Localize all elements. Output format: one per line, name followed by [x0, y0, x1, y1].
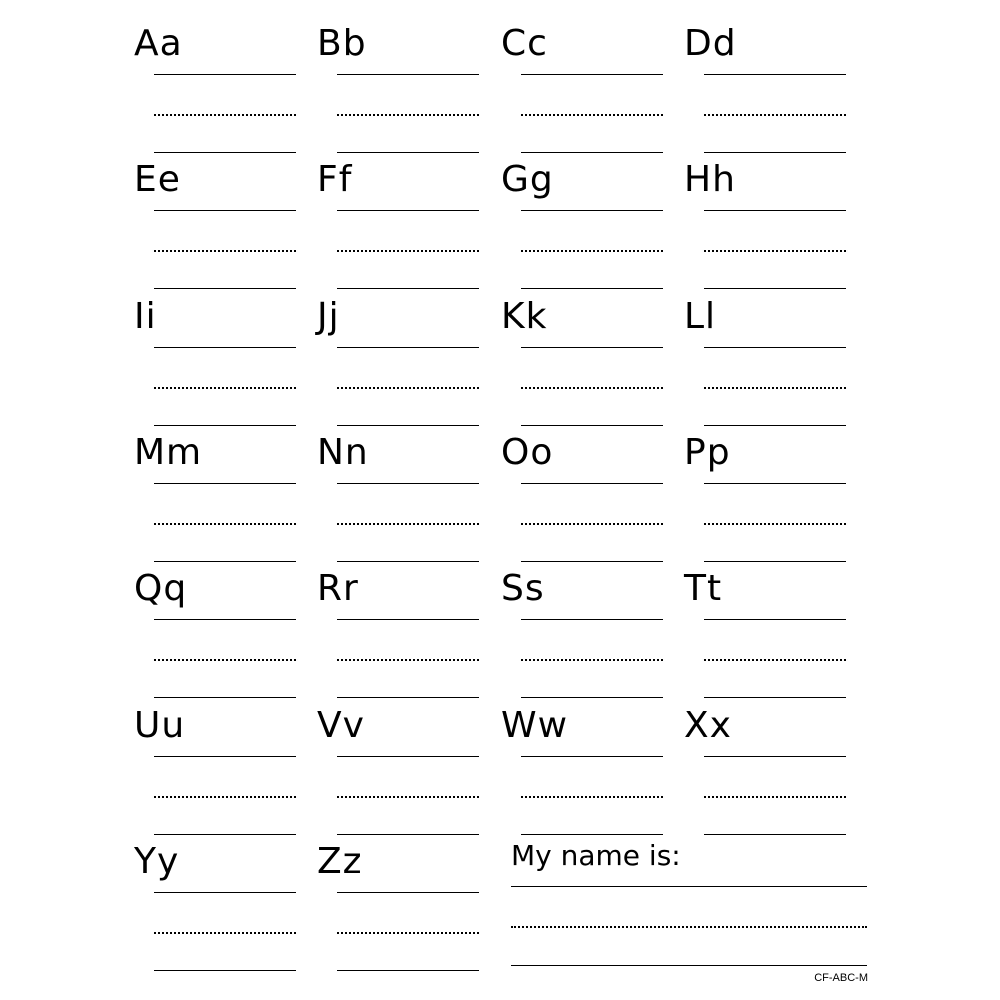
letter-cell — [501, 413, 661, 549]
letter-pair: Ff — [317, 159, 353, 200]
writing-line-top — [154, 619, 296, 620]
writing-line-top — [337, 619, 479, 620]
writing-line-top — [521, 756, 663, 757]
letter-pair: Pp — [684, 432, 731, 473]
letter-pair: Rr — [317, 568, 359, 609]
letter-cell — [501, 277, 661, 413]
sheet-code: CF-ABC-M — [814, 972, 868, 984]
letter-cell — [501, 686, 661, 822]
writing-line-dotted — [704, 796, 846, 798]
letter-cell — [684, 686, 844, 822]
name-line-top — [511, 886, 867, 887]
writing-line-top — [337, 210, 479, 211]
writing-line-dotted — [154, 250, 296, 252]
letter-cell — [317, 413, 477, 549]
writing-line-top — [154, 347, 296, 348]
writing-line-top — [704, 619, 846, 620]
writing-line-bottom — [704, 834, 846, 835]
writing-line-top — [521, 74, 663, 75]
writing-line-top — [521, 210, 663, 211]
writing-line-dotted — [521, 250, 663, 252]
writing-line-dotted — [154, 932, 296, 934]
letter-pair: Yy — [134, 841, 180, 882]
writing-line-top — [154, 74, 296, 75]
letter-cell — [501, 549, 661, 685]
letter-pair: Dd — [684, 23, 737, 64]
writing-line-dotted — [337, 659, 479, 661]
writing-line-dotted — [337, 523, 479, 525]
letter-cell — [684, 549, 844, 685]
letter-pair: Cc — [501, 23, 548, 64]
letter-pair: Oo — [501, 432, 554, 473]
writing-line-dotted — [154, 387, 296, 389]
writing-line-top — [704, 74, 846, 75]
letter-pair: Gg — [501, 159, 554, 200]
writing-line-top — [521, 483, 663, 484]
letter-pair: Ss — [501, 568, 545, 609]
writing-line-top — [704, 210, 846, 211]
writing-line-dotted — [521, 114, 663, 116]
writing-line-top — [154, 756, 296, 757]
writing-line-top — [154, 892, 296, 893]
letter-cell — [684, 277, 844, 413]
writing-line-dotted — [337, 932, 479, 934]
writing-line-top — [154, 483, 296, 484]
writing-line-dotted — [704, 114, 846, 116]
writing-line-dotted — [521, 659, 663, 661]
writing-line-dotted — [154, 523, 296, 525]
writing-line-top — [337, 483, 479, 484]
letter-pair: Qq — [134, 568, 188, 609]
writing-line-bottom — [337, 970, 479, 971]
letter-cell — [317, 4, 477, 140]
letter-cell — [317, 686, 477, 822]
letter-cell — [134, 549, 294, 685]
letter-pair: Vv — [317, 705, 365, 746]
letter-pair: Uu — [134, 705, 186, 746]
writing-line-bottom — [154, 970, 296, 971]
letter-pair: Tt — [684, 568, 723, 609]
writing-line-dotted — [704, 250, 846, 252]
letter-pair: Jj — [317, 296, 340, 337]
letter-cell — [684, 413, 844, 549]
letter-cell — [501, 4, 661, 140]
writing-line-dotted — [154, 796, 296, 798]
writing-line-dotted — [704, 659, 846, 661]
letter-cell — [134, 686, 294, 822]
writing-line-top — [337, 892, 479, 893]
letter-pair: Ee — [134, 159, 181, 200]
writing-line-dotted — [154, 114, 296, 116]
writing-line-dotted — [154, 659, 296, 661]
writing-line-bottom — [521, 834, 663, 835]
letter-pair: Ii — [134, 296, 157, 337]
name-line-dotted — [511, 926, 867, 928]
letter-pair: Zz — [317, 841, 363, 882]
writing-line-top — [337, 347, 479, 348]
writing-line-dotted — [704, 387, 846, 389]
letter-pair: Aa — [134, 23, 183, 64]
letter-cell — [134, 277, 294, 413]
writing-line-top — [337, 74, 479, 75]
letter-cell — [501, 140, 661, 276]
letter-pair: Hh — [684, 159, 736, 200]
writing-line-dotted — [521, 796, 663, 798]
writing-line-top — [521, 619, 663, 620]
letter-pair: Ll — [684, 296, 717, 337]
name-line-bottom — [511, 965, 867, 966]
letter-pair: Nn — [317, 432, 369, 473]
letter-pair: Xx — [684, 705, 732, 746]
writing-line-dotted — [337, 114, 479, 116]
letter-cell — [317, 822, 477, 958]
letter-cell — [317, 140, 477, 276]
writing-line-top — [337, 756, 479, 757]
letter-cell — [684, 140, 844, 276]
writing-line-dotted — [521, 523, 663, 525]
writing-line-dotted — [337, 250, 479, 252]
writing-line-dotted — [337, 387, 479, 389]
letter-cell — [134, 822, 294, 958]
writing-line-top — [521, 347, 663, 348]
letter-cell — [134, 4, 294, 140]
letter-cell — [317, 549, 477, 685]
writing-line-dotted — [337, 796, 479, 798]
letter-pair: Bb — [317, 23, 367, 64]
writing-line-dotted — [521, 387, 663, 389]
letter-pair: Ww — [501, 705, 569, 746]
letter-pair: Kk — [501, 296, 548, 337]
letter-cell — [134, 413, 294, 549]
writing-line-top — [704, 483, 846, 484]
letter-cell — [134, 140, 294, 276]
writing-line-top — [704, 756, 846, 757]
letter-cell — [684, 4, 844, 140]
writing-line-top — [704, 347, 846, 348]
writing-line-dotted — [704, 523, 846, 525]
letter-cell — [317, 277, 477, 413]
writing-line-top — [154, 210, 296, 211]
name-prompt: My name is: — [511, 839, 681, 872]
letter-pair: Mm — [134, 432, 203, 473]
